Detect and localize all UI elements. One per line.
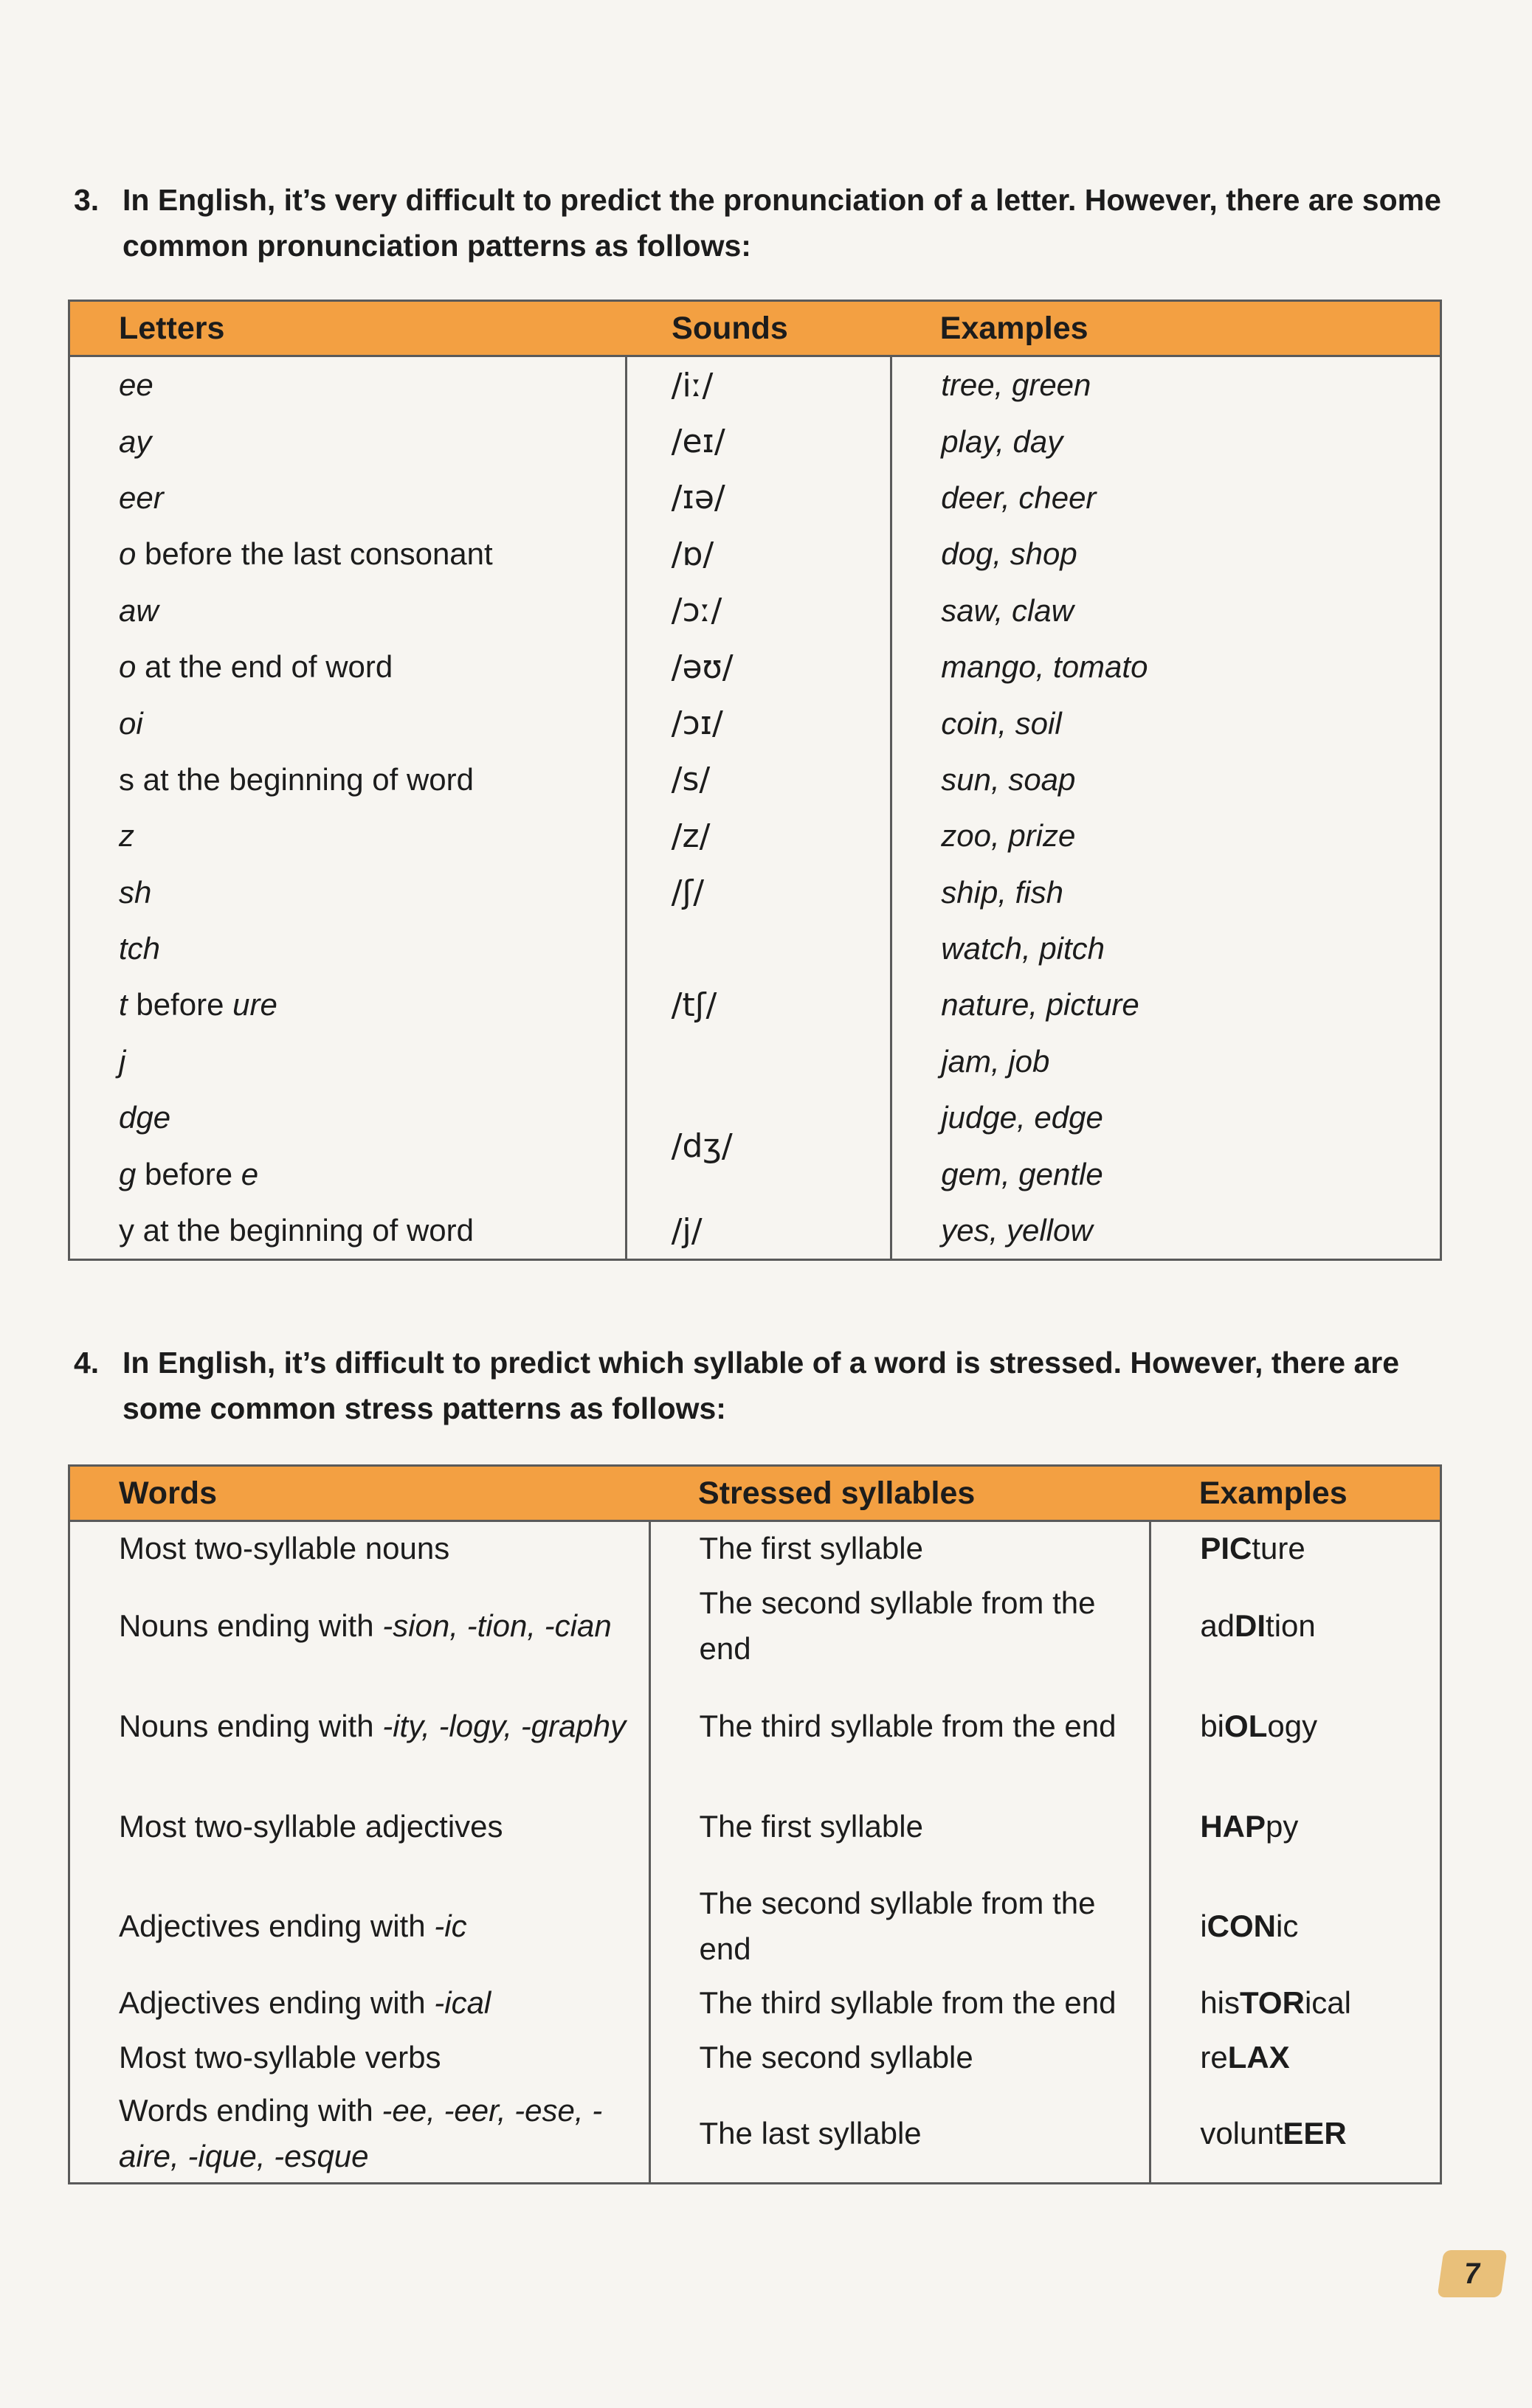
sound-cell: /tʃ/ bbox=[626, 921, 891, 1090]
stressed-part: DI bbox=[1235, 1608, 1266, 1643]
stress-table bbox=[68, 1464, 1442, 2184]
stressed-cell: The third syllable from the end bbox=[649, 1676, 1150, 1776]
suffix-list: -ity, -logy, -graphy bbox=[382, 1708, 627, 1743]
table-row bbox=[69, 2085, 1441, 2184]
letter-cell: j bbox=[119, 1043, 126, 1079]
section-3-heading bbox=[74, 177, 1476, 269]
word-text: Nouns ending with bbox=[119, 1608, 383, 1643]
word-text: Adjectives ending with bbox=[119, 1908, 435, 1943]
example-cell: nature, picture bbox=[941, 987, 1139, 1023]
example-cell bbox=[1150, 2030, 1441, 2085]
letter-cell: ee bbox=[119, 367, 153, 403]
letter-cell: z bbox=[119, 818, 134, 854]
example-cell bbox=[1150, 1776, 1441, 1877]
word-cell: Most two-syllable adjectives bbox=[119, 1808, 503, 1844]
table-row bbox=[69, 921, 1441, 977]
example-cell: yes, yellow bbox=[941, 1213, 1093, 1248]
unstressed-part: i bbox=[1200, 1908, 1207, 1943]
stressed-cell: The second syllable bbox=[649, 2030, 1150, 2085]
stressed-cell: The first syllable bbox=[649, 1521, 1150, 1576]
letter-rule: at the end of word bbox=[136, 649, 393, 685]
stressed-part: OL bbox=[1224, 1708, 1268, 1743]
table-row bbox=[69, 639, 1441, 695]
sound-cell: /j/ bbox=[626, 1203, 891, 1260]
sound-cell: /ɔɪ/ bbox=[626, 695, 891, 751]
letter-cell bbox=[69, 1203, 627, 1260]
table-row bbox=[69, 1976, 1441, 2030]
stressed-cell: The second syllable from the end bbox=[649, 1877, 1150, 1976]
header-words: Words bbox=[69, 1466, 650, 1521]
letter-cell: aw bbox=[119, 592, 159, 628]
letter-cell bbox=[69, 1146, 627, 1202]
example-cell: play, day bbox=[941, 423, 1063, 459]
table-row bbox=[69, 356, 1441, 414]
table-row bbox=[69, 695, 1441, 751]
example-cell: ship, fish bbox=[941, 874, 1064, 910]
letter-tail: ure bbox=[232, 987, 277, 1023]
word-text: Words ending with bbox=[119, 2092, 382, 2128]
stressed-cell: The third syllable from the end bbox=[649, 1976, 1150, 2030]
stressed-part: TOR bbox=[1240, 1985, 1305, 2020]
example-cell: coin, soil bbox=[941, 705, 1062, 741]
table-header-row bbox=[69, 301, 1441, 356]
table-row bbox=[69, 583, 1441, 639]
stressed-part: LAX bbox=[1227, 2039, 1290, 2075]
word-cell: Most two-syllable verbs bbox=[119, 2039, 441, 2075]
stressed-cell: The second syllable from the end bbox=[649, 1576, 1150, 1676]
example-cell bbox=[1150, 2085, 1441, 2184]
table-header-row bbox=[69, 1466, 1441, 1521]
header-examples: Examples bbox=[891, 301, 1441, 356]
letter-cell bbox=[69, 639, 627, 695]
sound-cell: /ʃ/ bbox=[626, 865, 891, 921]
table-row bbox=[69, 1090, 1441, 1146]
letter-key: s bbox=[119, 761, 134, 797]
suffix-list: -sion, -tion, -cian bbox=[382, 1608, 612, 1643]
sound-cell: /s/ bbox=[626, 752, 891, 808]
letter-rule: before the last consonant bbox=[136, 536, 493, 572]
example-cell: tree, green bbox=[941, 367, 1091, 403]
table-row bbox=[69, 1521, 1441, 1576]
sound-cell: /dʒ/ bbox=[626, 1090, 891, 1203]
example-cell bbox=[1150, 1676, 1441, 1776]
example-cell: mango, tomato bbox=[941, 649, 1148, 685]
letter-cell: oi bbox=[119, 705, 143, 741]
page-number: 7 bbox=[1438, 2250, 1508, 2297]
example-cell: deer, cheer bbox=[941, 480, 1097, 515]
header-examples: Examples bbox=[1150, 1466, 1441, 1521]
letter-key: g bbox=[119, 1156, 137, 1191]
letter-cell: eer bbox=[119, 480, 164, 515]
table-row bbox=[69, 1576, 1441, 1676]
word-cell bbox=[69, 2085, 650, 2184]
letter-cell: dge bbox=[119, 1100, 171, 1135]
word-text: Adjectives ending with bbox=[119, 1985, 435, 2020]
table-row bbox=[69, 1676, 1441, 1776]
letter-key: o bbox=[119, 536, 137, 572]
table-row bbox=[69, 1203, 1441, 1260]
stressed-part: PIC bbox=[1200, 1531, 1252, 1566]
suffix-list: -ic bbox=[434, 1908, 467, 1943]
sound-cell: /əʊ/ bbox=[626, 639, 891, 695]
word-text: Nouns ending with bbox=[119, 1708, 383, 1743]
suffix-list: -ical bbox=[434, 1985, 491, 2020]
unstressed-part: tion bbox=[1266, 1608, 1316, 1643]
letter-cell bbox=[69, 752, 627, 808]
section-number: 3. bbox=[74, 183, 100, 217]
section-title: In English, it’s very difficult to predict the pronunciation of a letter. However, there are some common pronunciation patterns as follows: bbox=[123, 183, 1441, 263]
stressed-cell: The last syllable bbox=[649, 2085, 1150, 2184]
word-cell bbox=[69, 1676, 650, 1776]
table-row bbox=[69, 752, 1441, 808]
table-row bbox=[69, 413, 1441, 469]
stressed-part: HAP bbox=[1200, 1808, 1266, 1844]
word-cell bbox=[69, 1576, 650, 1676]
letter-cell: ay bbox=[119, 423, 152, 459]
word-cell bbox=[69, 1877, 650, 1976]
unstressed-part: ad bbox=[1200, 1608, 1235, 1643]
example-cell bbox=[1150, 1576, 1441, 1676]
letter-rule: before bbox=[136, 1156, 241, 1191]
letter-key: o bbox=[119, 649, 137, 685]
letter-cell bbox=[69, 977, 627, 1033]
letter-cell bbox=[69, 526, 627, 582]
table-row bbox=[69, 2030, 1441, 2085]
header-letters: Letters bbox=[69, 301, 627, 356]
letter-key: t bbox=[119, 987, 128, 1023]
unstressed-part: ic bbox=[1276, 1908, 1299, 1943]
sound-cell: /ɪə/ bbox=[626, 470, 891, 526]
example-cell: jam, job bbox=[941, 1043, 1050, 1079]
table-row bbox=[69, 1877, 1441, 1976]
stressed-cell: The first syllable bbox=[649, 1776, 1150, 1877]
section-4-heading bbox=[74, 1340, 1476, 1431]
pronunciation-table bbox=[68, 300, 1442, 1261]
letter-cell: tch bbox=[119, 931, 161, 966]
table-row bbox=[69, 865, 1441, 921]
stressed-part: CON bbox=[1207, 1908, 1277, 1943]
letter-rule: at the beginning of word bbox=[134, 761, 474, 797]
unstressed-part: py bbox=[1266, 1808, 1299, 1844]
section-number: 4. bbox=[74, 1346, 100, 1380]
example-cell: gem, gentle bbox=[941, 1156, 1103, 1191]
unstressed-part: bi bbox=[1200, 1708, 1225, 1743]
example-cell: judge, edge bbox=[941, 1100, 1103, 1135]
sound-cell: /ɔː/ bbox=[626, 583, 891, 639]
letter-tail: e bbox=[241, 1156, 259, 1191]
sound-cell: /eɪ/ bbox=[626, 413, 891, 469]
section-title: In English, it’s difficult to predict which syllable of a word is stressed. However, there are some common stress patterns as follows: bbox=[123, 1346, 1400, 1425]
table-row bbox=[69, 1776, 1441, 1877]
stressed-part: EER bbox=[1283, 2115, 1347, 2151]
suffix-list: -ee, -eer, -ese, -aire, -ique, -esque bbox=[119, 2092, 603, 2173]
example-cell bbox=[1150, 1521, 1441, 1576]
letter-key: y bbox=[119, 1213, 134, 1248]
unstressed-part: his bbox=[1200, 1985, 1241, 2020]
table-row bbox=[69, 470, 1441, 526]
example-cell: saw, claw bbox=[941, 592, 1074, 628]
example-cell: zoo, prize bbox=[941, 818, 1076, 854]
example-cell: dog, shop bbox=[941, 536, 1077, 572]
unstressed-part: re bbox=[1200, 2039, 1228, 2075]
table-row bbox=[69, 808, 1441, 864]
unstressed-part: ogy bbox=[1267, 1708, 1318, 1743]
example-cell bbox=[1150, 1976, 1441, 2030]
unstressed-part: volunt bbox=[1200, 2115, 1283, 2151]
word-cell bbox=[69, 1976, 650, 2030]
example-cell: watch, pitch bbox=[941, 931, 1105, 966]
sound-cell: /z/ bbox=[626, 808, 891, 864]
letter-rule: before bbox=[127, 987, 233, 1023]
sound-cell: /iː/ bbox=[626, 356, 891, 414]
table-row bbox=[69, 526, 1441, 582]
sound-cell: /ɒ/ bbox=[626, 526, 891, 582]
example-cell: sun, soap bbox=[941, 761, 1076, 797]
header-stressed: Stressed syllables bbox=[649, 1466, 1150, 1521]
example-cell bbox=[1150, 1877, 1441, 1976]
unstressed-part: ture bbox=[1252, 1531, 1305, 1566]
header-sounds: Sounds bbox=[626, 301, 891, 356]
letter-rule: at the beginning of word bbox=[134, 1213, 474, 1248]
letter-cell: sh bbox=[119, 874, 152, 910]
unstressed-part: ical bbox=[1304, 1985, 1351, 2020]
word-cell: Most two-syllable nouns bbox=[119, 1531, 450, 1566]
